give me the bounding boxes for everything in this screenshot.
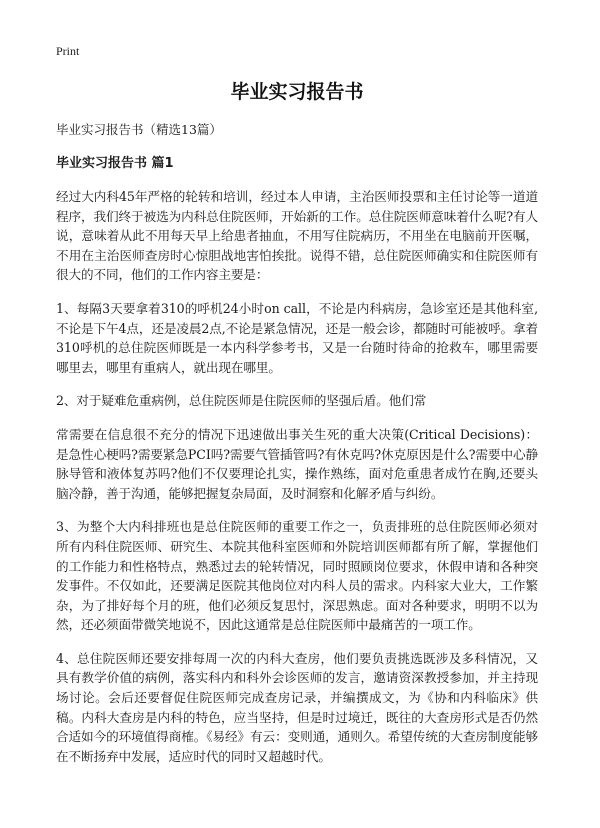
document-subtitle: 毕业实习报告书（精选13篇） — [56, 122, 222, 137]
print-link[interactable]: Print — [56, 44, 80, 58]
paragraph-item-1: 1、每隔3天要拿着310的呼机24小时on call，不论是内科病房，急诊室还是其他科室,不论是下午4点，还是凌晨2点,不论是紧急情况，还是一般会诊，都随时可能被呼。拿着310呼机的总住院医师既是一本内科学参考书，又是一台随时待命的抢救车，哪里需要哪里去，哪里有重病人，就出现在哪里。 — [56, 300, 538, 375]
document-title: 毕业实习报告书 — [230, 81, 364, 103]
section-heading: 毕业实习报告书 篇1 — [56, 156, 174, 171]
paragraph-item-2-continued: 常需要在信息很不充分的情况下迅速做出事关生死的重大决策(Critical Decisions)：是急性心梗吗?需要紧急PCI吗?需要气管插管吗?有休克吗?休克原因是什么?需要中心静脉导管和液体复苏吗?他们不仅要理论扎实，操作熟练，面对危重患者成竹在胸,还要头脑冷静，善于沟通，能够把握复杂局面，及时洞察和化解矛盾与纠纷。 — [56, 426, 538, 501]
paragraph-item-4: 4、总住院医师还要安排每周一次的内科大查房，他们要负责挑选既涉及多科情况，又具有教学价值的病例，落实科内和科外会诊医师的发言，邀请资深教授参加，并主持现场讨论。会后还要督促住院医师完成查房记录，并编撰成文，为《协和内科临床》供稿。内科大查房是内科的特色，应当坚持，但是时过境迁，既往的大查房形式是否仍然合适如今的环境值得商榷。《易经》有云：变则通，通则久。希望传统的大查房制度能够在不断扬弃中发展，适应时代的同时又超越时代。 — [56, 650, 538, 764]
paragraph-item-2: 2、对于疑难危重病例，总住院医师是住院医师的坚强后盾。他们常 — [56, 393, 427, 409]
paragraph-intro: 经过大内科45年严格的轮转和培训，经过本人申请，主治医师投票和主任讨论等一道道程序，我们终于被选为内科总住院医师，开始新的工作。总住院医师意味着什么呢?有人说，意味着从此不用每天早上给患者抽血，不用写住院病历，不用坐在电脑前开医嘱，不用在主治医师查房时心惊胆战地害怕挨批。说得不错，总住院医师确实和住院医师有很大的不同，他们的工作内容主要是： — [56, 189, 538, 283]
paragraph-item-3: 3、为整个大内科排班也是总住院医师的重要工作之一，负责排班的总住院医师必须对所有内科住院医师、研究生、本院其他科室医师和外院培训医师都有所了解，掌握他们的工作能力和性格特点，熟悉过去的轮转情况，同时照顾岗位要求，休假申请和各种突发事件。不仅如此，还要满足医院其他岗位对内科人员的需求。内科家大业大，工作繁杂，为了排好每个月的班，他们必须反复思忖，深思熟虑。面对各种要求，明明不以为然，还必须面带微笑地说不，因此这通常是总住院医师中最痛苦的一项工作。 — [56, 519, 538, 633]
